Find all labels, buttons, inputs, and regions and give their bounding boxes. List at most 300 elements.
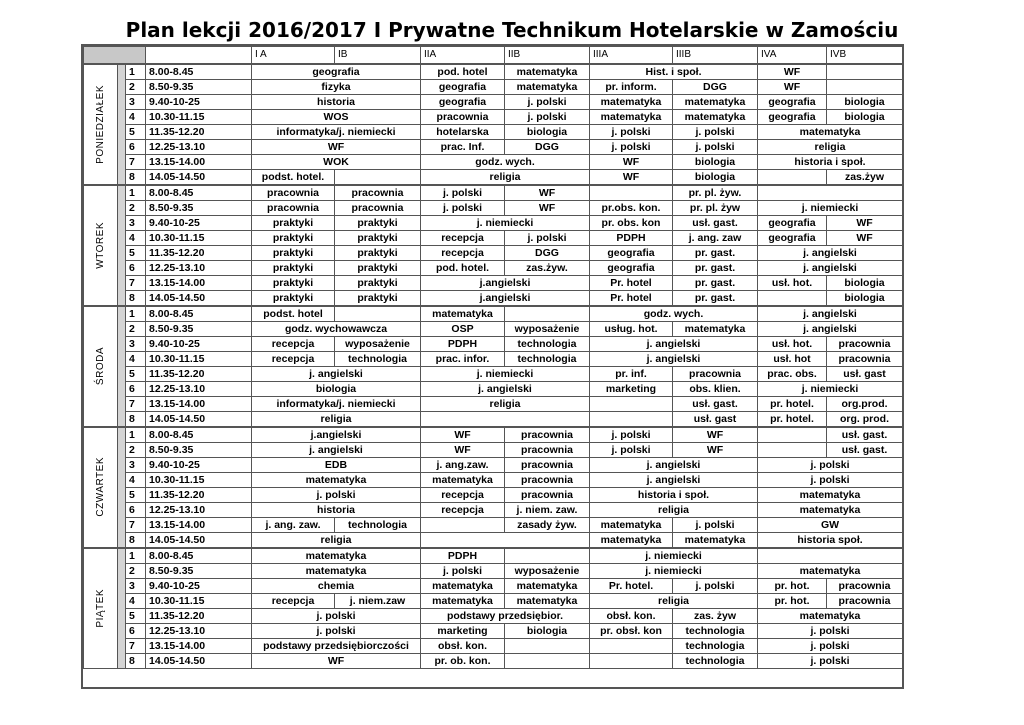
lesson-number: 3 xyxy=(126,457,146,472)
lesson-time: 12.25-13.10 xyxy=(146,139,252,154)
lesson-number: 4 xyxy=(126,472,146,487)
subject-cell: PDPH xyxy=(421,548,505,564)
subject-cell: j.angielski xyxy=(421,275,590,290)
subject-cell: j. polski xyxy=(673,124,758,139)
lesson-number: 1 xyxy=(126,548,146,564)
subject-cell: j. polski xyxy=(590,139,673,154)
subject-cell: matematyka xyxy=(673,532,758,548)
day-separator xyxy=(118,548,126,669)
subject-cell: WF xyxy=(590,154,673,169)
subject-cell: j. angielski xyxy=(590,457,758,472)
lesson-time: 9.40-10-25 xyxy=(146,336,252,351)
lesson-time: 10.30-11.15 xyxy=(146,593,252,608)
lesson-time: 8.50-9.35 xyxy=(146,79,252,94)
subject-cell: matematyka xyxy=(758,487,903,502)
subject-cell: Pr. hotel xyxy=(590,275,673,290)
lesson-number: 5 xyxy=(126,608,146,623)
subject-cell: j. angielski xyxy=(590,472,758,487)
subject-cell: WF xyxy=(252,653,421,668)
subject-cell: j. polski xyxy=(421,563,505,578)
subject-cell: religia xyxy=(590,593,758,608)
subject-cell: matematyka xyxy=(590,94,673,109)
subject-cell: praktyki xyxy=(252,260,335,275)
subject-cell xyxy=(505,653,590,668)
subject-cell: j. angielski xyxy=(590,336,758,351)
lesson-time: 11.35-12.20 xyxy=(146,366,252,381)
subject-cell: technologia xyxy=(505,336,590,351)
subject-cell: DGG xyxy=(673,79,758,94)
subject-cell: informatyka/j. niemiecki xyxy=(252,124,421,139)
subject-cell: recepcja xyxy=(252,593,335,608)
subject-cell xyxy=(335,169,421,185)
lesson-row xyxy=(84,169,903,185)
subject-cell: recepcja xyxy=(421,245,505,260)
subject-cell: marketing xyxy=(421,623,505,638)
lesson-number: 7 xyxy=(126,154,146,169)
subject-cell: zas. żyw xyxy=(673,608,758,623)
subject-cell: fizyka xyxy=(252,79,421,94)
subject-cell: pracownia xyxy=(421,109,505,124)
subject-cell: WF xyxy=(673,442,758,457)
subject-cell: Pr. hotel xyxy=(590,290,673,306)
subject-cell: matematyka xyxy=(590,532,673,548)
lesson-row xyxy=(84,472,903,487)
day-label-cell xyxy=(84,64,118,185)
subject-cell xyxy=(421,411,590,427)
subject-cell: usł. gast. xyxy=(827,442,903,457)
subject-cell: j. polski xyxy=(252,608,421,623)
subject-cell: historia społ. xyxy=(758,532,903,548)
day-label-cell xyxy=(84,306,118,427)
lesson-time: 9.40-10-25 xyxy=(146,457,252,472)
subject-cell: j. polski xyxy=(505,94,590,109)
lesson-number: 5 xyxy=(126,487,146,502)
subject-cell xyxy=(505,638,590,653)
subject-cell: praktyki xyxy=(335,230,421,245)
subject-cell: j. polski xyxy=(590,427,673,443)
subject-cell: WF xyxy=(590,169,673,185)
subject-cell: j. polski xyxy=(673,517,758,532)
subject-cell: j. ang. zaw xyxy=(673,230,758,245)
lesson-time: 14.05-14.50 xyxy=(146,532,252,548)
lesson-time: 8.50-9.35 xyxy=(146,321,252,336)
subject-cell: Hist. i społ. xyxy=(590,64,758,80)
subject-cell: obsł. kon. xyxy=(421,638,505,653)
subject-cell: j. polski xyxy=(505,109,590,124)
lesson-row xyxy=(84,457,903,472)
lesson-row xyxy=(84,593,903,608)
subject-cell: usł. gast. xyxy=(673,215,758,230)
subject-cell: praktyki xyxy=(335,290,421,306)
subject-cell: technologia xyxy=(673,623,758,638)
day-separator xyxy=(118,185,126,306)
subject-cell: matematyka xyxy=(590,109,673,124)
subject-cell: matematyka xyxy=(505,64,590,80)
day-separator xyxy=(118,64,126,185)
day-separator xyxy=(118,427,126,548)
subject-cell: matematyka xyxy=(505,79,590,94)
subject-cell: matematyka xyxy=(758,502,903,517)
lesson-number: 3 xyxy=(126,94,146,109)
subject-cell: podstawy przedsiębiorczości xyxy=(252,638,421,653)
lesson-number: 1 xyxy=(126,64,146,80)
lesson-row xyxy=(84,366,903,381)
lesson-number: 6 xyxy=(126,623,146,638)
subject-cell: pracownia xyxy=(827,593,903,608)
subject-cell: pr. hotel. xyxy=(758,411,827,427)
subject-cell: j. polski xyxy=(505,230,590,245)
subject-cell: WF xyxy=(758,79,827,94)
subject-cell: pod. hotel. xyxy=(421,260,505,275)
lesson-row xyxy=(84,653,903,668)
subject-cell: religia xyxy=(421,396,590,411)
lesson-row xyxy=(84,139,903,154)
subject-cell: pr. gast. xyxy=(673,260,758,275)
subject-cell xyxy=(590,638,673,653)
lesson-time: 9.40-10-25 xyxy=(146,578,252,593)
day-separator xyxy=(118,306,126,427)
lesson-time: 8.00-8.45 xyxy=(146,427,252,443)
lesson-time: 12.25-13.10 xyxy=(146,260,252,275)
day-label-cell xyxy=(84,548,118,669)
subject-cell: recepcja xyxy=(252,351,335,366)
class-header: I A xyxy=(252,47,335,64)
subject-cell: matematyka xyxy=(421,306,505,322)
subject-cell: matematyka xyxy=(505,578,590,593)
subject-cell: religia xyxy=(421,169,590,185)
subject-cell: matematyka xyxy=(673,109,758,124)
subject-cell: recepcja xyxy=(421,230,505,245)
subject-cell: pracownia xyxy=(505,427,590,443)
subject-cell: WF xyxy=(421,442,505,457)
subject-cell: biologia xyxy=(673,154,758,169)
lesson-row xyxy=(84,411,903,427)
subject-cell xyxy=(590,396,673,411)
subject-cell xyxy=(335,306,421,322)
subject-cell: j. angielski xyxy=(758,306,903,322)
lesson-number: 7 xyxy=(126,396,146,411)
lesson-number: 8 xyxy=(126,532,146,548)
subject-cell: informatyka/j. niemiecki xyxy=(252,396,421,411)
lesson-time: 8.00-8.45 xyxy=(146,306,252,322)
lesson-number: 4 xyxy=(126,351,146,366)
lesson-time: 8.50-9.35 xyxy=(146,200,252,215)
subject-cell: pr. hotel. xyxy=(758,396,827,411)
subject-cell: j. niemiecki xyxy=(590,563,758,578)
lesson-number: 5 xyxy=(126,124,146,139)
subject-cell: j. angielski xyxy=(252,442,421,457)
subject-cell: geografia xyxy=(421,94,505,109)
lesson-row xyxy=(84,245,903,260)
subject-cell: zas.żyw xyxy=(827,169,903,185)
class-header: IVB xyxy=(827,47,903,64)
subject-cell: godz. wych. xyxy=(590,306,758,322)
subject-cell: pod. hotel xyxy=(421,64,505,80)
schedule-table xyxy=(83,46,903,669)
lesson-row xyxy=(84,623,903,638)
subject-cell xyxy=(827,64,903,80)
subject-cell: PDPH xyxy=(590,230,673,245)
subject-cell: praktyki xyxy=(252,245,335,260)
lesson-time: 11.35-12.20 xyxy=(146,608,252,623)
subject-cell: biologia xyxy=(827,290,903,306)
subject-cell: praktyki xyxy=(335,260,421,275)
lesson-row xyxy=(84,290,903,306)
subject-cell: pr. hot. xyxy=(758,578,827,593)
subject-cell: pracownia xyxy=(335,185,421,201)
subject-cell xyxy=(758,169,827,185)
subject-cell: praktyki xyxy=(252,290,335,306)
subject-cell: org. prod. xyxy=(827,411,903,427)
lesson-number: 6 xyxy=(126,139,146,154)
subject-cell: pr. pl. żyw. xyxy=(673,185,758,201)
subject-cell: j.angielski xyxy=(252,427,421,443)
lesson-row xyxy=(84,381,903,396)
subject-cell: godz. wych. xyxy=(421,154,590,169)
lesson-number: 1 xyxy=(126,185,146,201)
subject-cell: j. polski xyxy=(758,623,903,638)
lesson-time: 14.05-14.50 xyxy=(146,411,252,427)
subject-cell: usług. hot. xyxy=(590,321,673,336)
day-label: ŚRODA xyxy=(94,346,106,386)
subject-cell: pr. gast. xyxy=(673,275,758,290)
lesson-number: 8 xyxy=(126,411,146,427)
subject-cell: biologia xyxy=(505,623,590,638)
subject-cell: j. polski xyxy=(673,578,758,593)
lesson-number: 1 xyxy=(126,427,146,443)
lesson-row xyxy=(84,502,903,517)
subject-cell: praktyki xyxy=(335,215,421,230)
subject-cell: obsł. kon. xyxy=(590,608,673,623)
lesson-number: 7 xyxy=(126,638,146,653)
subject-cell: zas.żyw. xyxy=(505,260,590,275)
lesson-time: 13.15-14.00 xyxy=(146,396,252,411)
subject-cell xyxy=(505,306,590,322)
subject-cell: WF xyxy=(505,185,590,201)
lesson-time: 13.15-14.00 xyxy=(146,638,252,653)
lesson-row xyxy=(84,306,903,322)
subject-cell: pr. pl. żyw xyxy=(673,200,758,215)
subject-cell: pracownia xyxy=(505,457,590,472)
subject-cell: usł. hot xyxy=(758,351,827,366)
subject-cell: j.angielski xyxy=(421,290,590,306)
lesson-row xyxy=(84,578,903,593)
subject-cell: j. polski xyxy=(673,139,758,154)
subject-cell: pracownia xyxy=(505,442,590,457)
day-label: PONIEDZIAŁEK xyxy=(94,84,106,164)
lesson-number: 5 xyxy=(126,245,146,260)
lesson-row xyxy=(84,351,903,366)
subject-cell: biologia xyxy=(827,109,903,124)
subject-cell: geografia xyxy=(758,109,827,124)
subject-cell: matematyka xyxy=(673,321,758,336)
subject-cell: j. niem.zaw xyxy=(335,593,421,608)
lesson-number: 3 xyxy=(126,336,146,351)
subject-cell: pr. hot. xyxy=(758,593,827,608)
lesson-number: 6 xyxy=(126,381,146,396)
subject-cell: pracownia xyxy=(673,366,758,381)
lesson-row xyxy=(84,230,903,245)
subject-cell: matematyka xyxy=(421,593,505,608)
subject-cell: GW xyxy=(758,517,903,532)
lesson-number: 2 xyxy=(126,79,146,94)
lesson-row xyxy=(84,427,903,443)
subject-cell: technologia xyxy=(335,351,421,366)
subject-cell: matematyka xyxy=(421,578,505,593)
lesson-row xyxy=(84,79,903,94)
lesson-number: 3 xyxy=(126,578,146,593)
subject-cell: pracownia xyxy=(827,351,903,366)
lesson-time: 12.25-13.10 xyxy=(146,623,252,638)
lesson-number: 6 xyxy=(126,502,146,517)
lesson-row xyxy=(84,94,903,109)
lesson-row xyxy=(84,548,903,564)
lesson-number: 2 xyxy=(126,321,146,336)
header-corner-cell xyxy=(84,47,146,64)
subject-cell: recepcja xyxy=(421,502,505,517)
subject-cell: hotelarska xyxy=(421,124,505,139)
subject-cell xyxy=(758,290,827,306)
subject-cell: WF xyxy=(505,200,590,215)
subject-cell xyxy=(590,411,673,427)
subject-cell: geografia xyxy=(252,64,421,80)
subject-cell xyxy=(758,427,827,443)
subject-cell: EDB xyxy=(252,457,421,472)
subject-cell: matematyka xyxy=(505,593,590,608)
subject-cell xyxy=(590,653,673,668)
lesson-time: 8.50-9.35 xyxy=(146,442,252,457)
subject-cell: usł. hot. xyxy=(758,275,827,290)
lesson-time: 13.15-14.00 xyxy=(146,275,252,290)
lesson-number: 2 xyxy=(126,200,146,215)
subject-cell: matematyka xyxy=(758,608,903,623)
lesson-time: 8.00-8.45 xyxy=(146,64,252,80)
lesson-number: 3 xyxy=(126,215,146,230)
subject-cell: religia xyxy=(758,139,903,154)
subject-cell: org.prod. xyxy=(827,396,903,411)
subject-cell: praktyki xyxy=(252,275,335,290)
subject-cell: j. niemiecki xyxy=(421,366,590,381)
subject-cell: pr. obsł. kon xyxy=(590,623,673,638)
subject-cell: prac. infor. xyxy=(421,351,505,366)
subject-cell: usł. gast xyxy=(827,366,903,381)
subject-cell: geografia xyxy=(758,94,827,109)
day-label-cell xyxy=(84,427,118,548)
class-header: IB xyxy=(335,47,421,64)
lesson-time: 11.35-12.20 xyxy=(146,487,252,502)
subject-cell: WF xyxy=(421,427,505,443)
subject-cell: j. polski xyxy=(758,457,903,472)
subject-cell: godz. wychowawcza xyxy=(252,321,421,336)
lesson-time: 13.15-14.00 xyxy=(146,517,252,532)
subject-cell xyxy=(590,185,673,201)
subject-cell: j. polski xyxy=(758,472,903,487)
header-row xyxy=(84,47,903,64)
subject-cell: praktyki xyxy=(252,215,335,230)
subject-cell: geografia xyxy=(421,79,505,94)
lesson-number: 1 xyxy=(126,306,146,322)
subject-cell: biologia xyxy=(673,169,758,185)
subject-cell xyxy=(827,79,903,94)
lesson-time: 8.00-8.45 xyxy=(146,185,252,201)
subject-cell: geografia xyxy=(758,230,827,245)
subject-cell: usł. gast. xyxy=(673,396,758,411)
subject-cell: j. polski xyxy=(421,200,505,215)
lesson-row xyxy=(84,154,903,169)
lesson-number: 6 xyxy=(126,260,146,275)
lesson-number: 7 xyxy=(126,517,146,532)
subject-cell: j. niemiecki xyxy=(758,381,903,396)
lesson-row xyxy=(84,396,903,411)
lesson-row xyxy=(84,109,903,124)
subject-cell: technologia xyxy=(505,351,590,366)
subject-cell: biologia xyxy=(827,94,903,109)
subject-cell: Pr. hotel. xyxy=(590,578,673,593)
lesson-time: 11.35-12.20 xyxy=(146,245,252,260)
lesson-time: 8.50-9.35 xyxy=(146,563,252,578)
lesson-row xyxy=(84,532,903,548)
subject-cell: WF xyxy=(827,215,903,230)
lesson-number: 4 xyxy=(126,109,146,124)
subject-cell: prac. obs. xyxy=(758,366,827,381)
lesson-time: 9.40-10-25 xyxy=(146,215,252,230)
subject-cell: pr. inform. xyxy=(590,79,673,94)
subject-cell: wyposażenie xyxy=(505,321,590,336)
lesson-row xyxy=(84,442,903,457)
subject-cell: DGG xyxy=(505,139,590,154)
lesson-time: 12.25-13.10 xyxy=(146,502,252,517)
subject-cell: matematyka xyxy=(758,563,903,578)
lesson-time: 10.30-11.15 xyxy=(146,230,252,245)
subject-cell xyxy=(421,532,590,548)
subject-cell: geografia xyxy=(758,215,827,230)
class-header: IIB xyxy=(505,47,590,64)
subject-cell: j. niemiecki xyxy=(758,200,903,215)
subject-cell: religia xyxy=(590,502,758,517)
lesson-row xyxy=(84,563,903,578)
lesson-time: 14.05-14.50 xyxy=(146,169,252,185)
subject-cell: WF xyxy=(673,427,758,443)
subject-cell: pracownia xyxy=(335,200,421,215)
subject-cell: praktyki xyxy=(335,245,421,260)
subject-cell: matematyka xyxy=(252,548,421,564)
subject-cell: usł. gast xyxy=(673,411,758,427)
subject-cell: biologia xyxy=(252,381,421,396)
subject-cell: pr. gast. xyxy=(673,245,758,260)
subject-cell: praktyki xyxy=(335,275,421,290)
subject-cell: j. angielski xyxy=(590,351,758,366)
subject-cell: matematyka xyxy=(673,94,758,109)
subject-cell: historia i społ. xyxy=(590,487,758,502)
subject-cell: pracownia xyxy=(505,472,590,487)
subject-cell: j. polski xyxy=(758,653,903,668)
subject-cell: matematyka xyxy=(252,563,421,578)
lesson-row xyxy=(84,321,903,336)
subject-cell: WOS xyxy=(252,109,421,124)
subject-cell: podst. hotel. xyxy=(252,169,335,185)
subject-cell: podstawy przedsiębior. xyxy=(421,608,590,623)
subject-cell: j. ang. zaw. xyxy=(252,517,335,532)
lesson-row xyxy=(84,64,903,80)
subject-cell: OSP xyxy=(421,321,505,336)
subject-cell: j. angielski xyxy=(758,260,903,275)
lesson-time: 14.05-14.50 xyxy=(146,653,252,668)
subject-cell xyxy=(505,548,590,564)
class-header: IIIA xyxy=(590,47,673,64)
subject-cell: WOK xyxy=(252,154,421,169)
lesson-time: 13.15-14.00 xyxy=(146,154,252,169)
subject-cell: obs. klien. xyxy=(673,381,758,396)
